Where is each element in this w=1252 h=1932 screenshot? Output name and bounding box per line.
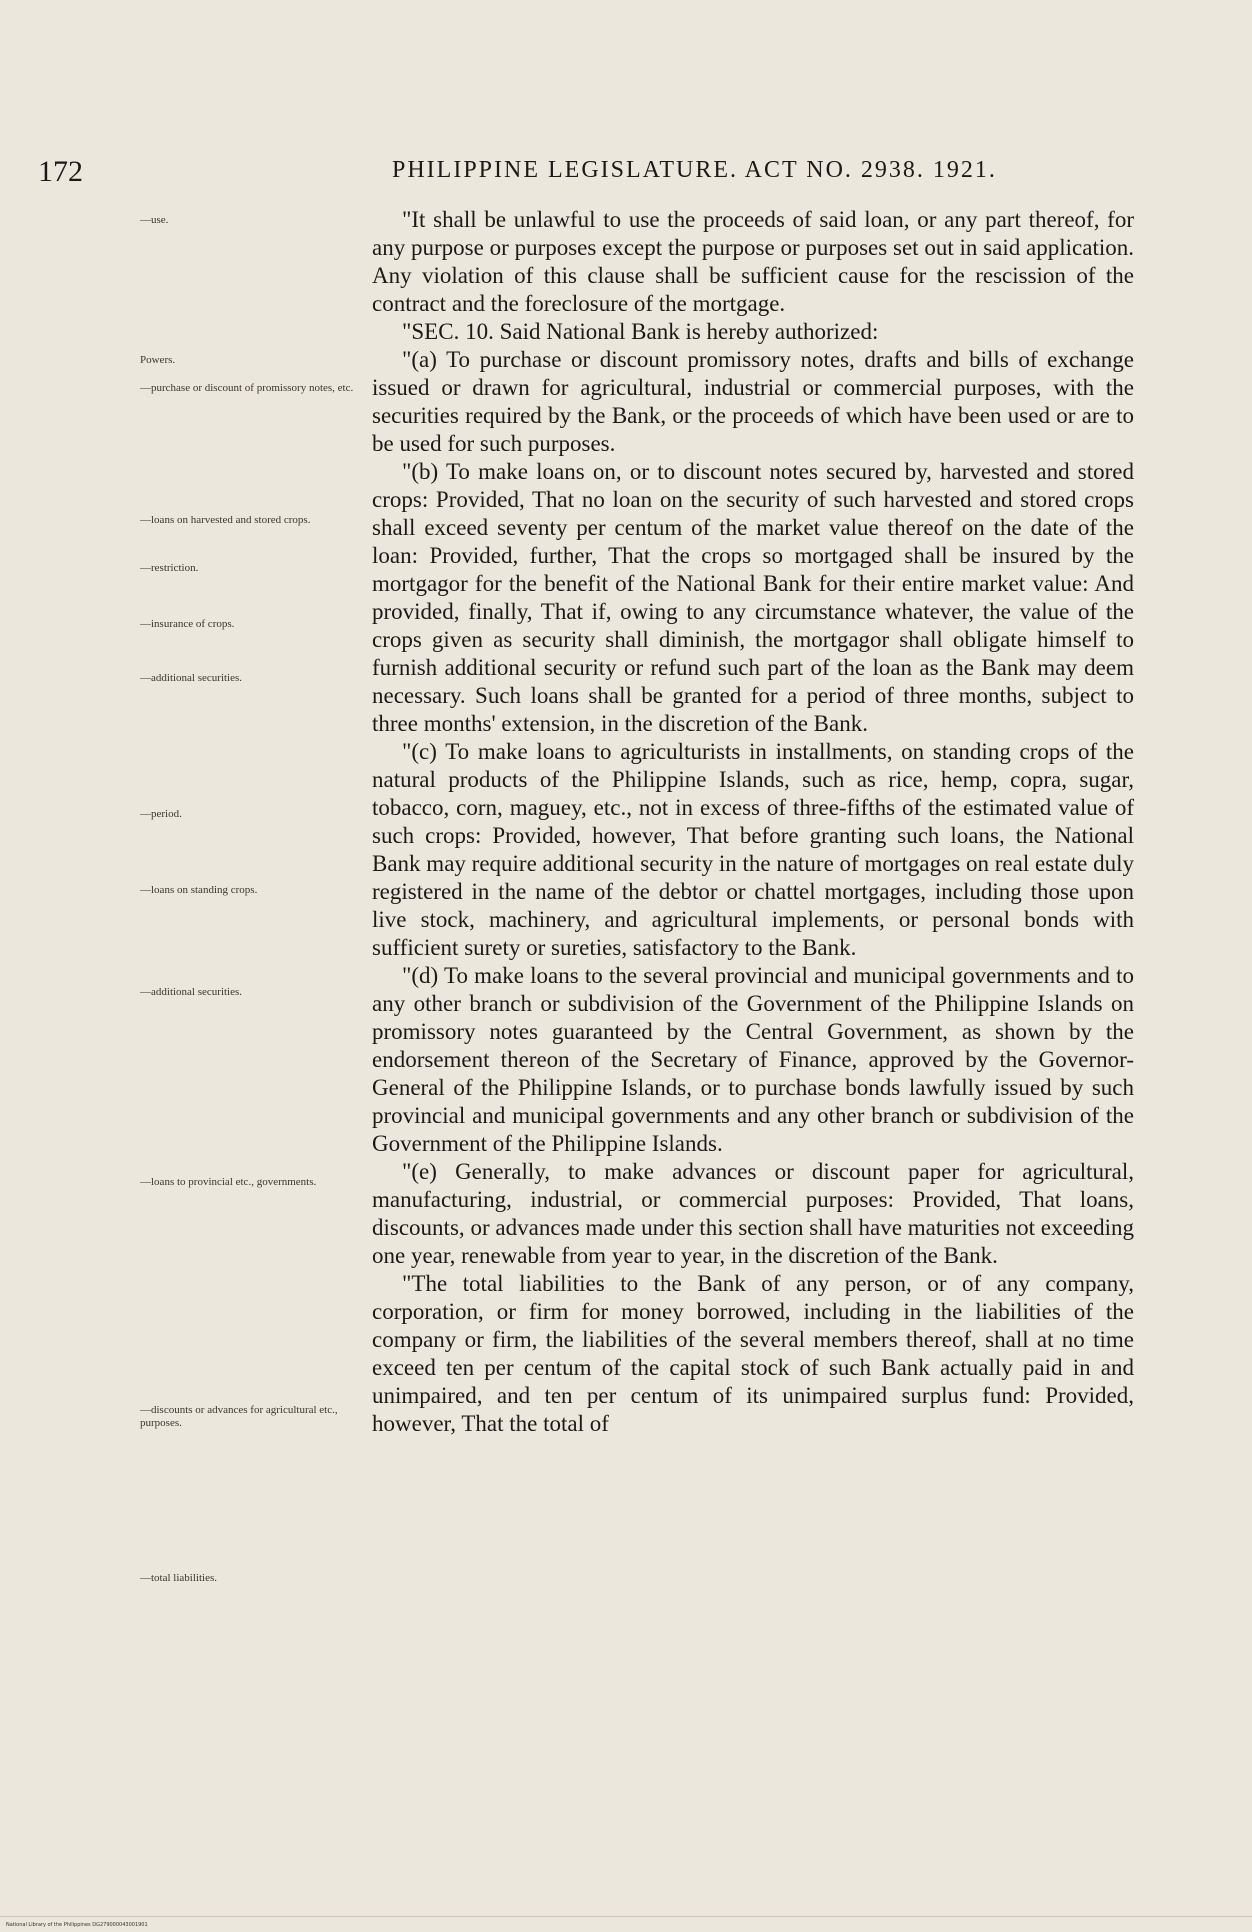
margin-note: —additional securities. (140, 672, 243, 684)
margin-note: —loans on standing crops. (140, 884, 258, 896)
margin-note: —discounts or advances for agricultural etc., purposes. (140, 1404, 338, 1429)
margin-note: —total liabilities. (140, 1572, 217, 1584)
margin-note: —loans on harvested and stored crops. (140, 514, 311, 526)
margin-note: —restriction. (140, 562, 199, 574)
paragraph-c: "(c) To make loans to agriculturists in installments, on standing crops of the natural products of the Philippine Islands, such as rice, hemp, copra, sugar, tobacco, corn, maguey, etc., not in excess of three-fifths of the estimated value of such crops: Provided, however, That before granting such loans, the National Bank may require additional security in the nature of mortgages on real estate duly registered in the name of the debtor or chattel mortgages, including those upon live stock, machinery, and agricultural implements, or personal bonds with sufficient surety or sureties, satisfactory to the Bank. (372, 739, 1134, 960)
margin-note: —additional securities. (140, 986, 243, 998)
paragraph-section-10: "SEC. 10. Said National Bank is hereby authorized: (402, 319, 879, 344)
paragraph-a: "(a) To purchase or discount promissory notes, drafts and bills of exchange issued or drawn for agricultural, industrial or commercial purposes, with the securities required by the Bank, or the proceeds of which have been used or are to be used for such purposes. (372, 347, 1134, 456)
body-text (372, 206, 1134, 1438)
paragraph-total-liabilities: "The total liabilities to the Bank of any person, or of any company, corporation, or firm for money borrowed, including in the liabilities of the company or firm, the liabilities of the several members thereof, shall at no time exceed ten per centum of the capital stock of such Bank actually paid in and unimpaired, and ten per centum of its unimpaired surplus fund: Provided, however, That the total of (372, 1271, 1134, 1436)
margin-note: —purchase or discount of promissory notes, etc. (140, 382, 354, 394)
paragraph-use-of-proceeds: "It shall be unlawful to use the proceeds of said loan, or any part thereof, for any purpose or purposes except the purpose or purposes set out in said application. Any violation of this clause shall be sufficient cause for the rescission of the contract and the foreclosure of the mortgage. (372, 207, 1134, 316)
paragraph-b: "(b) To make loans on, or to discount notes secured by, harvested and stored crops: Provided, That no loan on the security of such harvested and stored crops shall exceed seventy per centum of the market value thereof on the date of the loan: Provided, further, That the crops so mortgaged shall be insured by the mortgagor for the benefit of the National Bank for their entire market value: And provided, finally, That if, owing to any circumstance whatever, the value of the crops given as security shall diminish, the mortgagor shall obligate himself to furnish additional security or refund such part of the loan as the Bank may deem necessary. Such loans shall be granted for a period of three months, subject to three months' extension, in the discretion of the Bank. (372, 459, 1134, 736)
page-edge (0, 1916, 1252, 1917)
paragraph-d: "(d) To make loans to the several provincial and municipal governments and to any other branch or subdivision of the Government of the Philippine Islands on promissory notes guaranteed by the Central Government, as shown by the endorsement thereon of the Secretary of Finance, approved by the Governor-General of the Philippine Islands, or to purchase bonds lawfully issued by such provincial and municipal governments and any other branch or subdivision of the Government of the Philippine Islands. (372, 963, 1134, 1156)
paragraph-e: "(e) Generally, to make advances or discount paper for agricultural, manufacturing, industrial, or commercial purposes: Provided, That loans, discounts, or advances made under this section shall have maturities not exceeding one year, renewable from year to year, in the discretion of the Bank. (372, 1159, 1134, 1268)
footer-credit: National Library of the Philippines DG279000043001901 (6, 1922, 148, 1928)
margin-note: —insurance of crops. (140, 618, 235, 630)
margin-note: —loans to provincial etc., governments. (140, 1176, 317, 1188)
margin-note: —period. (140, 808, 182, 820)
running-head: PHILIPPINE LEGISLATURE. ACT NO. 2938. 1921. (392, 157, 997, 183)
page-number: 172 (38, 155, 83, 188)
margin-note: —use. (140, 214, 169, 226)
margin-note: Powers. (140, 354, 176, 366)
